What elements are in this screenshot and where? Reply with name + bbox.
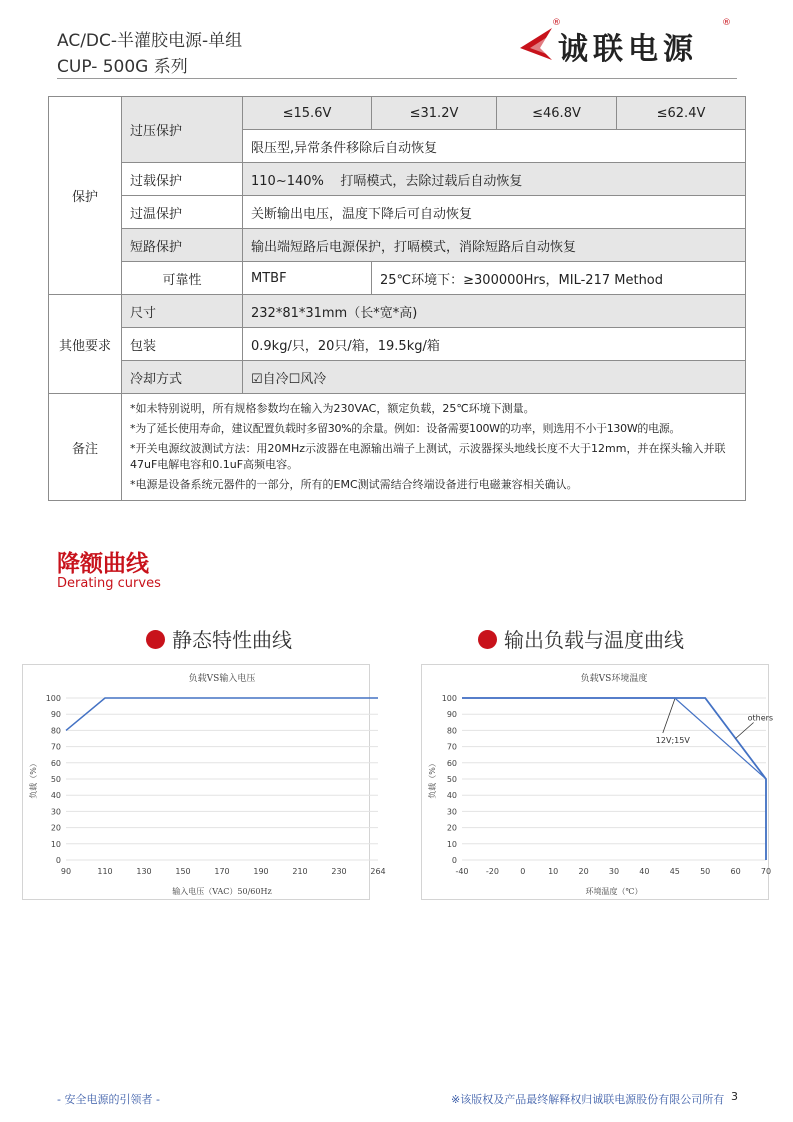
chart-load-vs-temperature <box>421 664 774 900</box>
x-tick-label: 0 <box>520 867 526 876</box>
category-other: 其他要求 <box>49 295 122 394</box>
ovp-value-2: ≤31.2V <box>372 97 497 130</box>
label-otp: 过温保护 <box>122 196 243 229</box>
section-title-en: Derating curves <box>57 576 161 591</box>
x-tick-label: 10 <box>548 867 559 876</box>
y-tick-label: 100 <box>45 694 61 703</box>
chart1-svg <box>23 665 386 899</box>
y-tick-label: 40 <box>50 791 61 801</box>
chart-title: 负载VS环境温度 <box>580 674 648 684</box>
chart2-heading-text: 输出负载与温度曲线 <box>504 628 684 652</box>
ovp-value-3: ≤46.8V <box>497 97 617 130</box>
x-tick-label: 150 <box>175 867 191 876</box>
y-tick-label: 20 <box>446 823 457 833</box>
y-tick-label: 0 <box>451 856 457 865</box>
x-axis-label: 输入电压（VAC）50/60Hz <box>172 887 272 896</box>
y-tick-label: 70 <box>446 742 457 752</box>
spec-table <box>48 96 746 501</box>
olp-desc: 110~140% 打嗝模式，去除过载后自动恢复 <box>243 163 746 196</box>
y-tick-label: 50 <box>50 775 61 784</box>
series-label: others <box>747 713 774 723</box>
category-reliability: 可靠性 <box>122 262 243 295</box>
logo-chevron-icon <box>512 24 556 64</box>
x-tick-label: 20 <box>578 867 589 876</box>
y-tick-label: 50 <box>446 775 457 784</box>
x-tick-label: 130 <box>136 867 152 876</box>
footer-copyright: ※该版权及产品最终解释权归诚联电源股份有限公司所有 <box>451 1093 725 1106</box>
y-tick-label: 80 <box>50 726 61 736</box>
label-cooling: 冷却方式 <box>122 361 243 394</box>
logo-text: 诚联电源 <box>558 32 698 67</box>
category-notes: 备注 <box>49 394 122 501</box>
chart2-svg <box>422 665 774 899</box>
chart1-heading-text: 静态特性曲线 <box>172 628 292 652</box>
y-tick-label: 30 <box>50 807 61 817</box>
x-axis-label: 环境温度（℃） <box>585 887 643 896</box>
size-value: 232*81*31mm（长*宽*高) <box>243 295 746 328</box>
scp-desc: 输出端短路后电源保护，打嗝模式，消除短路后自动恢复 <box>243 229 746 262</box>
y-axis-label: 负载（%） <box>428 759 437 799</box>
header-divider <box>57 78 737 79</box>
y-tick-label: 0 <box>55 856 61 865</box>
x-tick-label: 190 <box>253 867 269 876</box>
x-tick-label: 45 <box>669 867 680 876</box>
label-pointer <box>663 699 675 733</box>
series-label: 12V;15V <box>655 736 690 745</box>
cooling-value: ☑自冷☐风冷 <box>243 361 746 394</box>
x-tick-label: -40 <box>455 867 469 876</box>
y-axis-label: 负载（%） <box>29 759 38 799</box>
registered-mark-2: ® <box>722 18 731 28</box>
y-tick-label: 10 <box>50 839 61 849</box>
page-number: 3 <box>731 1090 738 1103</box>
label-scp: 短路保护 <box>122 229 243 262</box>
chart2-heading <box>478 624 684 653</box>
y-tick-label: 40 <box>446 791 457 801</box>
company-logo <box>512 20 737 68</box>
section-title-cn: 降额曲线 <box>57 551 149 577</box>
note-4: *电源是设备系统元器件的一部分，所有的EMC测试需结合终端设备进行电磁兼容相关确认。 <box>130 478 578 491</box>
x-tick-label: 60 <box>730 867 741 876</box>
ovp-desc: 限压型,异常条件移除后自动恢复 <box>243 130 746 163</box>
x-tick-label: 264 <box>370 867 386 876</box>
ovp-value-1: ≤15.6V <box>243 97 372 130</box>
x-tick-label: 70 <box>760 867 772 876</box>
doc-title-line1: AC/DC-半灌胶电源-单组 <box>57 31 243 51</box>
y-tick-label: 90 <box>50 710 61 720</box>
x-tick-label: 50 <box>700 867 711 876</box>
x-tick-label: 90 <box>60 867 72 876</box>
registered-mark: ® <box>552 18 561 28</box>
chart-load-vs-voltage <box>22 664 386 900</box>
y-tick-label: 20 <box>50 823 61 833</box>
red-dot-icon <box>146 630 165 649</box>
x-tick-label: 210 <box>292 867 308 876</box>
y-tick-label: 70 <box>50 742 61 752</box>
y-tick-label: 60 <box>446 758 457 768</box>
y-tick-label: 100 <box>441 694 457 703</box>
otp-desc: 关断输出电压，温度下降后可自动恢复 <box>243 196 746 229</box>
note-2: *为了延长使用寿命，建议配置负载时多留30%的余量。例如：设备需要100W的功率，则选用不小于130W的电源。 <box>130 422 681 435</box>
red-dot-icon <box>478 630 497 649</box>
x-tick-label: 230 <box>331 867 347 876</box>
label-package: 包装 <box>122 328 243 361</box>
category-protection: 保护 <box>49 97 122 295</box>
y-tick-label: 10 <box>446 839 457 849</box>
chart1-heading <box>146 624 292 653</box>
x-tick-label: 30 <box>608 867 620 876</box>
ovp-value-4: ≤62.4V <box>617 97 746 130</box>
chart-title: 负载VS输入电压 <box>188 674 256 684</box>
x-tick-label: 170 <box>214 867 230 876</box>
y-tick-label: 80 <box>446 726 457 736</box>
footer-slogan: - 安全电源的引领者 - <box>57 1093 160 1106</box>
mtbf-desc: 25℃环境下：≥300000Hrs，MIL-217 Method <box>372 262 746 295</box>
note-1: *如未特别说明，所有规格参数均在输入为230VAC，额定负载，25℃环境下测量。 <box>130 402 535 415</box>
label-size: 尺寸 <box>122 295 243 328</box>
note-3: *开关电源纹波测试方法：用20MHz示波器在电源输出端子上测试，示波器探头地线长度不大于12mm，并在探头输入并联47uF电解电容和0.1uF高频电容。 <box>130 442 726 471</box>
doc-title-line2: CUP- 500G 系列 <box>57 57 188 77</box>
y-tick-label: 30 <box>446 807 457 817</box>
label-olp: 过载保护 <box>122 163 243 196</box>
y-tick-label: 90 <box>446 710 457 720</box>
label-mtbf: MTBF <box>243 262 372 295</box>
x-tick-label: -20 <box>485 867 499 876</box>
package-value: 0.9kg/只，20只/箱，19.5kg/箱 <box>243 328 746 361</box>
x-tick-label: 40 <box>639 867 650 876</box>
notes-cell <box>122 394 746 501</box>
label-ovp: 过压保护 <box>122 97 243 163</box>
y-tick-label: 60 <box>50 758 61 768</box>
x-tick-label: 110 <box>97 867 113 876</box>
